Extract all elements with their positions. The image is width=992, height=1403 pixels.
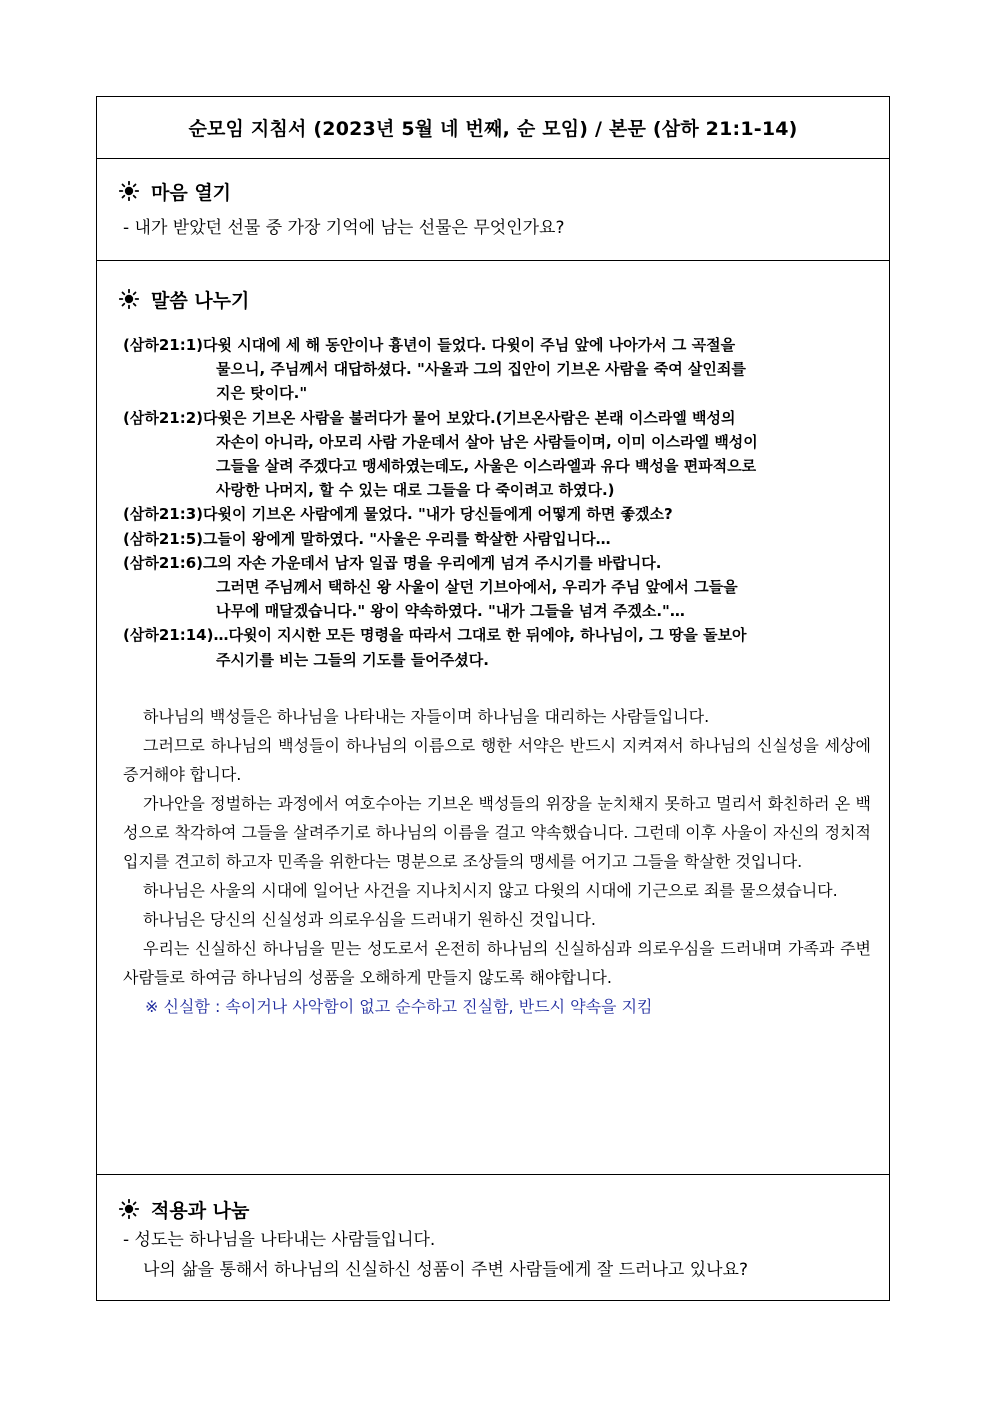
verse-ref: (삼하21:14): [123, 626, 214, 645]
verse-text: 자손이 아니라, 아모리 사람 가운데서 살아 남은 사람들이며, 이미 이스라엘 백성이: [216, 432, 758, 451]
scripture-passage: [123, 333, 871, 672]
section-word: [97, 261, 889, 1175]
verse-text: 나무에 매달겠습니다." 왕이 약속하였다. "내가 그들을 넘겨 주겠소."…: [216, 602, 685, 621]
verse-text: …다윗이 지시한 모든 명령을 따라서 그대로 한 뒤에야, 하나님이, 그 땅을 돌보아: [213, 626, 747, 645]
commentary: [123, 702, 871, 992]
verse-ref: (삼하21:3): [123, 505, 204, 524]
verse-text: 다윗 시대에 세 해 동안이나 흉년이 들었다. 다윗이 주님 앞에 나아가서 그 곡절을: [203, 336, 736, 354]
verse-text: 다윗은 기브온 사람을 불러다가 물어 보았다.(기브온사람은 본래 이스라엘 백성의: [203, 408, 736, 427]
guide-sheet: [96, 96, 890, 1301]
verse-2: [123, 406, 871, 503]
sun-icon: [119, 1199, 139, 1219]
commentary-paragraph: 하나님은 당신의 신실성과 의로우심을 드러내기 원하신 것입니다.: [143, 909, 596, 929]
verse-14: [123, 623, 871, 671]
commentary-paragraph: 하나님의 백성들은 하나님을 나타내는 자들이며 하나님을 대리하는 사람들입니다.: [143, 706, 710, 726]
verse-text: 그의 자손 가운데서 남자 일곱 명을 우리에게 넘겨 주시기를 바랍니다.: [203, 553, 662, 572]
sun-icon: [119, 181, 139, 201]
section-heading-word: [119, 285, 889, 313]
verse-ref: (삼하21:1): [123, 336, 204, 354]
verse-text: 그들을 살려 주겠다고 맹세하였는데도, 사울은 이스라엘과 유다 백성을 편파적으로: [216, 457, 757, 476]
verse-ref: (삼하21:5): [123, 529, 204, 548]
verse-ref: (삼하21:6): [123, 553, 204, 572]
verse-text: 주시기를 비는 그들의 기도를 들어주셨다.: [216, 650, 489, 669]
verse-ref: (삼하21:2): [123, 408, 204, 427]
commentary-paragraph: 하나님은 사울의 시대에 일어난 사건을 지나치시지 않고 다윗의 시대에 기근으로 죄를 물으셨습니다.: [143, 880, 838, 900]
section-heading-apply: [119, 1195, 889, 1223]
apply-question: 나의 삶을 통해서 하나님의 신실하신 성품이 주변 사람들에게 잘 드러나고 있나요?: [143, 1260, 748, 1280]
heading-label: 마음 열기: [151, 181, 232, 204]
verse-3: [123, 502, 871, 526]
section-heading-opening: [119, 177, 889, 205]
section-opening: [97, 159, 889, 261]
opening-question: - 내가 받았던 선물 중 가장 기억에 남는 선물은 무엇인가요?: [123, 218, 565, 238]
commentary-paragraph: 우리는 신실하신 하나님을 믿는 성도로서 온전히 하나님의 신실하심과 의로우심을 드러내며 가족과 주변 사람들로 하여금 하나님의 성품을 오해하게 만들지 않도록 해야합니다.: [123, 938, 871, 987]
verse-text: 그러면 주님께서 택하신 왕 사울이 살던 기브아에서, 우리가 주님 앞에서 그들을: [216, 578, 738, 597]
verse-1: [123, 333, 871, 406]
verse-text: 다윗이 기브온 사람에게 물었다. "내가 당신들에게 어떻게 하면 좋겠소?: [203, 505, 673, 524]
verse-text: 지은 탓이다.": [216, 384, 308, 403]
heading-label: 말씀 나누기: [151, 289, 250, 312]
commentary-paragraph: 그러므로 하나님의 백성들이 하나님의 이름으로 행한 서약은 반드시 지켜져서 하나님의 신실성을 세상에 증거해야 합니다.: [123, 735, 871, 784]
section-apply: [97, 1175, 889, 1285]
heading-label: 적용과 나눔: [151, 1199, 250, 1222]
sun-icon: [119, 289, 139, 309]
definition-note: ※ 신실함 : 속이거나 사악함이 없고 순수하고 진실함, 반드시 약속을 지킴: [145, 996, 653, 1016]
page-title: 순모임 지침서 (2023년 5월 네 번째, 순 모임) / 본문 (삼하 21:1-14): [97, 97, 889, 159]
verse-6: [123, 551, 871, 624]
commentary-paragraph: 가나안을 정벌하는 과정에서 여호수아는 기브온 백성들의 위장을 눈치채지 못하고 멀리서 화친하러 온 백성으로 착각하여 그들을 살려주기로 하나님의 이름을 걸고 약속했습니다. 그런데 이후 사울이 자신의 정치적 입지를 견고히 하고자 민족을 위한다는 명분으로 조상들의 맹세를 어기고 그들을 학살한 것입니다.: [123, 793, 871, 871]
verse-5: [123, 527, 871, 551]
verse-text: 물으니, 주님께서 대답하셨다. "사울과 그의 집안이 기브온 사람을 죽여 살인죄를: [216, 360, 746, 379]
verse-text: 사랑한 나머지, 할 수 있는 대로 그들을 다 죽이려고 하였다.): [216, 481, 615, 500]
apply-statement: - 성도는 하나님을 나타내는 사람들입니다.: [123, 1230, 436, 1250]
verse-text: 그들이 왕에게 말하였다. "사울은 우리를 학살한 사람입니다…: [203, 529, 611, 548]
